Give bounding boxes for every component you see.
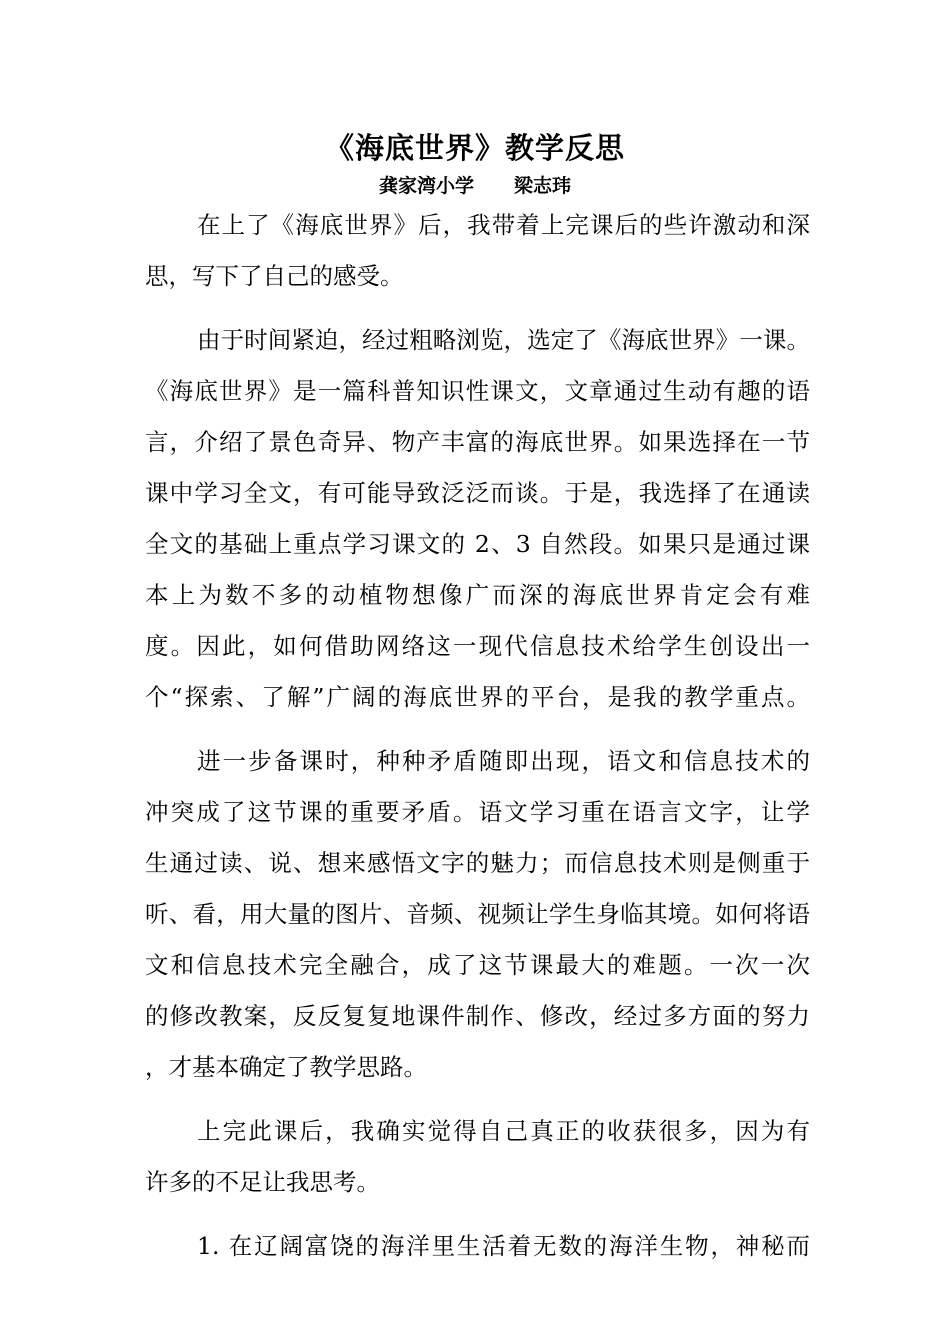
- document-title: 《海底世界》教学反思: [324, 131, 625, 165]
- paragraph: [145, 1221, 810, 1272]
- paragraph-line: 1. 在辽阔富饶的海洋里生活着无数的海洋生物，神秘而: [197, 1232, 810, 1260]
- paragraph-line: 度。因此，如何借助网络这一现代信息技术给学生创设出一: [145, 632, 810, 660]
- paragraph-line: 进一步备课时，种种矛盾随即出现，语文和信息技术的: [197, 747, 810, 775]
- author-line: [0, 172, 950, 200]
- paragraph: [145, 736, 810, 1093]
- paragraph-line: 本上为数不多的动植物想像广而深的海底世界肯定会有难: [145, 581, 810, 609]
- paragraph-line: 个“探索、了解”广阔的海底世界的平台，是我的教学重点。: [145, 683, 810, 711]
- paragraph-line: 冲突成了这节课的重要矛盾。语文学习重在语言文字，让学: [145, 798, 810, 826]
- paragraph-line: 的修改教案，反反复复地课件制作、修改，经过多方面的努力: [145, 1002, 810, 1030]
- paragraph-line: 上完此课后，我确实觉得自己真正的收获很多，因为有: [197, 1117, 810, 1145]
- paragraph-line: 在上了《海底世界》后，我带着上完课后的些许激动和深: [197, 211, 810, 239]
- paragraph: [145, 315, 810, 723]
- school-name: 龚家湾小学: [378, 175, 474, 197]
- paragraph-line: 由于时间紧迫，经过粗略浏览，选定了《海底世界》一课。: [197, 326, 810, 354]
- document-body: [145, 200, 810, 1272]
- paragraph-line: 生通过读、说、想来感悟文字的魅力；而信息技术则是侧重于: [145, 849, 810, 877]
- paragraph-line: 言，介绍了景色奇异、物产丰富的海底世界。如果选择在一节: [145, 428, 810, 456]
- author-name: 梁志玮: [514, 175, 572, 197]
- paragraph-line: 思，写下了自己的感受。: [145, 262, 404, 290]
- paragraph-line: 听、看，用大量的图片、音频、视频让学生身临其境。如何将语: [145, 900, 810, 928]
- paragraph-line: 全文的基础上重点学习课文的 2、3 自然段。如果只是通过课: [145, 530, 810, 558]
- paragraph-line: 课中学习全文，有可能导致泛泛而谈。于是，我选择了在通读: [145, 479, 810, 507]
- paragraph-line: 文和信息技术完全融合，成了这节课最大的难题。一次一次: [145, 951, 810, 979]
- paragraph-line: 《海底世界》是一篇科普知识性课文，文章通过生动有趣的语: [145, 377, 810, 405]
- paragraph-line: 许多的不足让我思考。: [145, 1168, 380, 1196]
- paragraph: [145, 200, 810, 302]
- paragraph-line: ，才基本确定了教学思路。: [145, 1053, 427, 1081]
- paragraph: [145, 1106, 810, 1208]
